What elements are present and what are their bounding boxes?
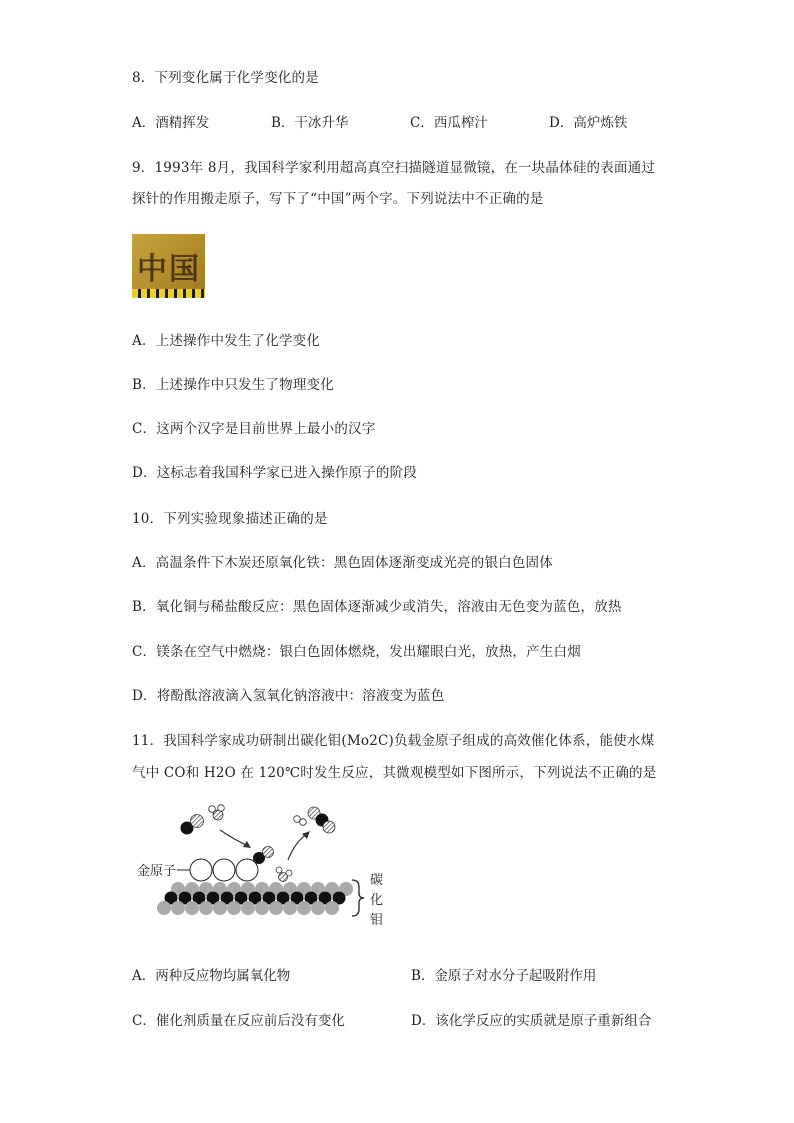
- q9-option-a: A．上述操作中发生了化学变化: [132, 333, 321, 349]
- support-brace: [352, 880, 364, 916]
- q10-option-a: A．高温条件下木炭还原氧化铁：黑色固体逐渐变成光亮的银白色固体: [132, 555, 553, 571]
- arrow-down-icon: [220, 830, 248, 846]
- h2-molecule-outgoing: [294, 816, 307, 826]
- gold-atom-label: 金原子: [137, 864, 177, 879]
- q11-option-a: A．两种反应物均属氧化物: [132, 968, 291, 984]
- arrow-up-icon: [288, 834, 307, 860]
- q9-option-d: D．这标志着我国科学家已进入操作原子的阶段: [132, 465, 418, 481]
- catalyst-micro-model-diagram: [130, 800, 390, 930]
- q9-stem-line1: 9．1993年 8月，我国科学家利用超高真空扫描隧道显微镜，在一块晶体硅的表面通过: [132, 160, 656, 176]
- q11-stem-line2: 气中 CO和 H2O 在 120℃时发生反应，其微观模型如下图所示，下列说法不正确的是: [132, 765, 657, 781]
- h2o-molecule-incoming: [209, 805, 225, 820]
- q11-option-c: C．催化剂质量在反应前后没有变化: [132, 1013, 345, 1029]
- q9-option-c: C．这两个汉字是目前世界上最小的汉字: [132, 421, 376, 437]
- q8-option-d: D．高炉炼铁: [549, 115, 628, 131]
- q9-stem-line2: 探针的作用搬走原子，写下了“中国”两个字。下列说法中不正确的是: [132, 191, 544, 207]
- q8-option-b: B．干冰升华: [271, 115, 349, 131]
- gold-atoms: [190, 859, 258, 881]
- q11-stem-line1: 11．我国科学家成功研制出碳化钼(Mo2C)负载金原子组成的高效催化体系，能使水煤: [132, 733, 655, 749]
- co-molecule-adsorbed: [253, 847, 274, 865]
- q10-option-c: C．镁条在空气中燃烧：银白色固体燃烧，发出耀眼白光，放热，产生白烟: [132, 644, 581, 660]
- q10-option-b: B．氧化铜与稀盐酸反应：黑色固体逐渐减少或消失，溶液由无色变为蓝色，放热: [132, 599, 622, 615]
- support-label-char-2: 化: [370, 893, 384, 908]
- q11-option-b: B．金原子对水分子起吸附作用: [411, 968, 597, 984]
- photo-bottom-strip: [132, 289, 205, 298]
- q10-option-d: D．将酚酞溶液滴入氢氧化钠溶液中：溶液变为蓝色: [132, 688, 445, 704]
- stm-photo-zhongguo: [132, 234, 205, 298]
- photo-glyph-guo: 国: [169, 252, 199, 287]
- co-molecule-incoming: [181, 815, 204, 835]
- h2o-molecule-adsorbed: [276, 867, 292, 882]
- arrow-up-head-icon: [302, 831, 310, 839]
- q8-option-a: A．酒精挥发: [132, 115, 210, 131]
- q8-stem: 8．下列变化属于化学变化的是: [132, 70, 319, 86]
- q8-option-c: C．西瓜榨汁: [410, 115, 488, 131]
- support-label-char-3: 钼: [370, 913, 384, 928]
- q11-option-d: D．该化学反应的实质就是原子重新组合: [411, 1013, 652, 1029]
- co2-molecule-outgoing: [308, 807, 335, 833]
- support-label-char-1: 碳: [370, 873, 384, 888]
- q9-option-b: B．上述操作中只发生了物理变化: [132, 377, 334, 393]
- q10-stem: 10．下列实验现象描述正确的是: [132, 511, 328, 527]
- photo-glyph-zhong: 中: [137, 252, 167, 287]
